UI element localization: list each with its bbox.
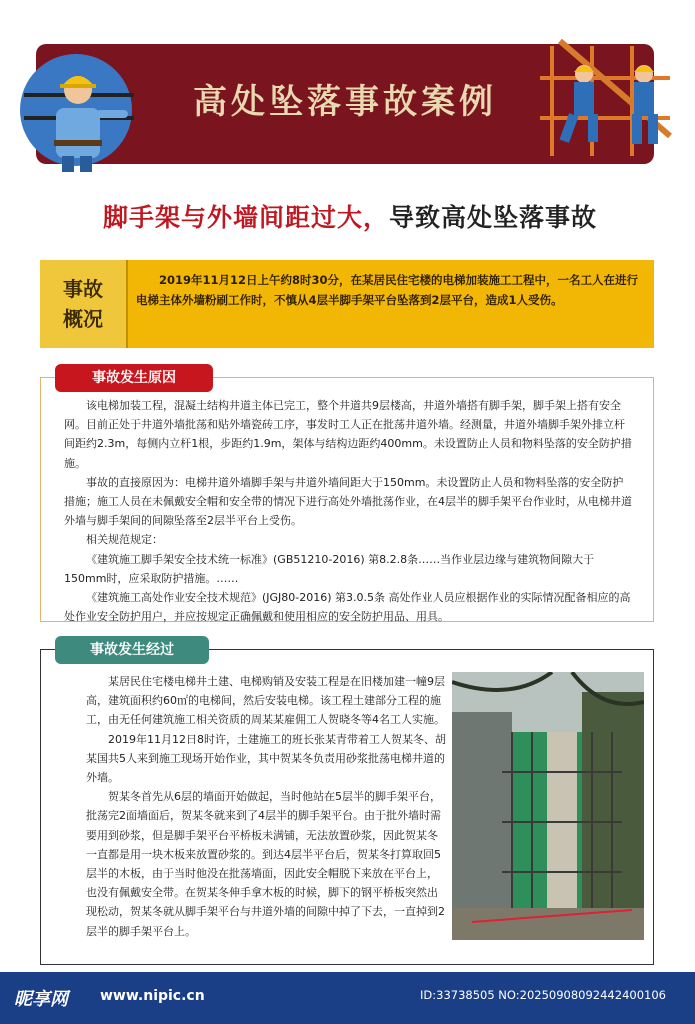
workers-illustration-right xyxy=(530,36,680,166)
process-tag: 事故发生经过 xyxy=(55,636,209,664)
summary-label-line2: 概况 xyxy=(63,307,103,331)
worker-illustration-left xyxy=(14,48,144,178)
process-text xyxy=(86,672,448,941)
causes-text xyxy=(64,396,634,626)
causes-paragraph: 事故的直接原因为：电梯井道外墙脚手架与井道外墙间距大于150mm。未设置防止人员和物料坠落的安全防护措施；施工人员在未佩戴安全帽和安全带的情况下进行高处外墙批荡作业，在4层半的脚手架平台作业时，从电梯井道外墙与脚手架间的间隙坠落至2层半平台上受伤。 xyxy=(64,475,632,528)
headline-part2: 导致高处坠落事故 xyxy=(389,203,598,232)
causes-paragraph: 《建筑施工高处作业安全技术规范》(JGJ80-2016) 第3.0.5条 高处作业人员应根据作业的实际情况配备相应的高处作业安全防护用户，并应按规定正确佩戴和使用相应的安全防护用品、用具。 xyxy=(64,591,631,624)
image-id-label: ID:33738505 NO:20250908092442400106 xyxy=(420,988,666,1002)
process-paragraph: 2019年11月12日8时许，土建施工的班长张某青带着工人贺某冬、胡某国共5人来到施工现场开始作业，其中贺某冬负责用砂浆批荡电梯井道的外墙。 xyxy=(86,732,446,785)
headline-part1: 脚手架与外墙间距过大， xyxy=(102,203,389,232)
causes-paragraph: 《建筑施工脚手架安全技术统一标准》(GB51210-2016) 第8.2.8条……当作业层边缘与建筑物间隙大于150mm时，应采取防护措施。…… xyxy=(64,552,595,585)
scaffold-photo xyxy=(452,672,644,940)
summary-text: 2019年11月12日上午约8时30分，在某居民住宅楼的电梯加装施工工程中，一名工人在进行电梯主体外墙粉刷工作时，不慎从4层半脚手架平台坠落到2层平台，造成1人受伤。 xyxy=(136,273,639,307)
causes-paragraph: 相关规范规定： xyxy=(86,533,163,547)
headline xyxy=(30,198,670,234)
process-paragraph: 某居民住宅楼电梯井土建、电梯购销及安装工程是在旧楼加建一幢9层高，建筑面积约60㎡的电梯间，然后安装电梯。该工程土建部分工程的施工，由无任何建筑施工相关资质的周某某雇佣工人贺晓冬等4名工人实施。 xyxy=(86,675,445,727)
causes-paragraph: 该电梯加装工程，混凝土结构井道主体已完工，整个井道共9层楼高，井道外墙搭有脚手架，脚手架上搭有安全网。目前正处于井道外墙批荡和贴外墙瓷砖工序，事发时工人正在批荡井道外墙。经测量，井道外墙脚手架外排立杆间距约2.3m，每侧内立杆1根，步距约1.9m，架体与结构边距约400mm。未设置防止人员和物料坠落的安全防护措施。 xyxy=(64,399,632,470)
banner-title: 高处坠落事故案例 xyxy=(193,82,497,122)
causes-tag: 事故发生原因 xyxy=(55,364,213,392)
process-paragraph: 贺某冬首先从6层的墙面开始做起，当时他站在5层半的脚手架平台，批荡完2面墙面后，贺某冬就来到了4层半的脚手架平台。由于批外墙时需要用到砂浆，但是脚手架平台平桥板未满铺，无法放置砂浆，因此贺某冬一直都是用一块木板来放置砂浆的。到达4层半平台后，贺某冬打算取回5层半的木板，由于当时他没在批荡墙面，因此安全帽脱下来放在平台上，也没有佩戴安全带。在贺某冬伸手拿木板的时候，脚下的钢平桥板突然出现松动，贺某冬就从脚手架平台与井道外墙的间隙中掉了下去，一直掉到2层半的脚手架平台上。 xyxy=(86,790,445,938)
site-logo[interactable]: 昵享网 xyxy=(14,989,68,1010)
summary-label-line1: 事故 xyxy=(63,277,103,301)
summary-label xyxy=(40,260,128,348)
site-url[interactable]: www.nipic.cn xyxy=(100,988,205,1004)
